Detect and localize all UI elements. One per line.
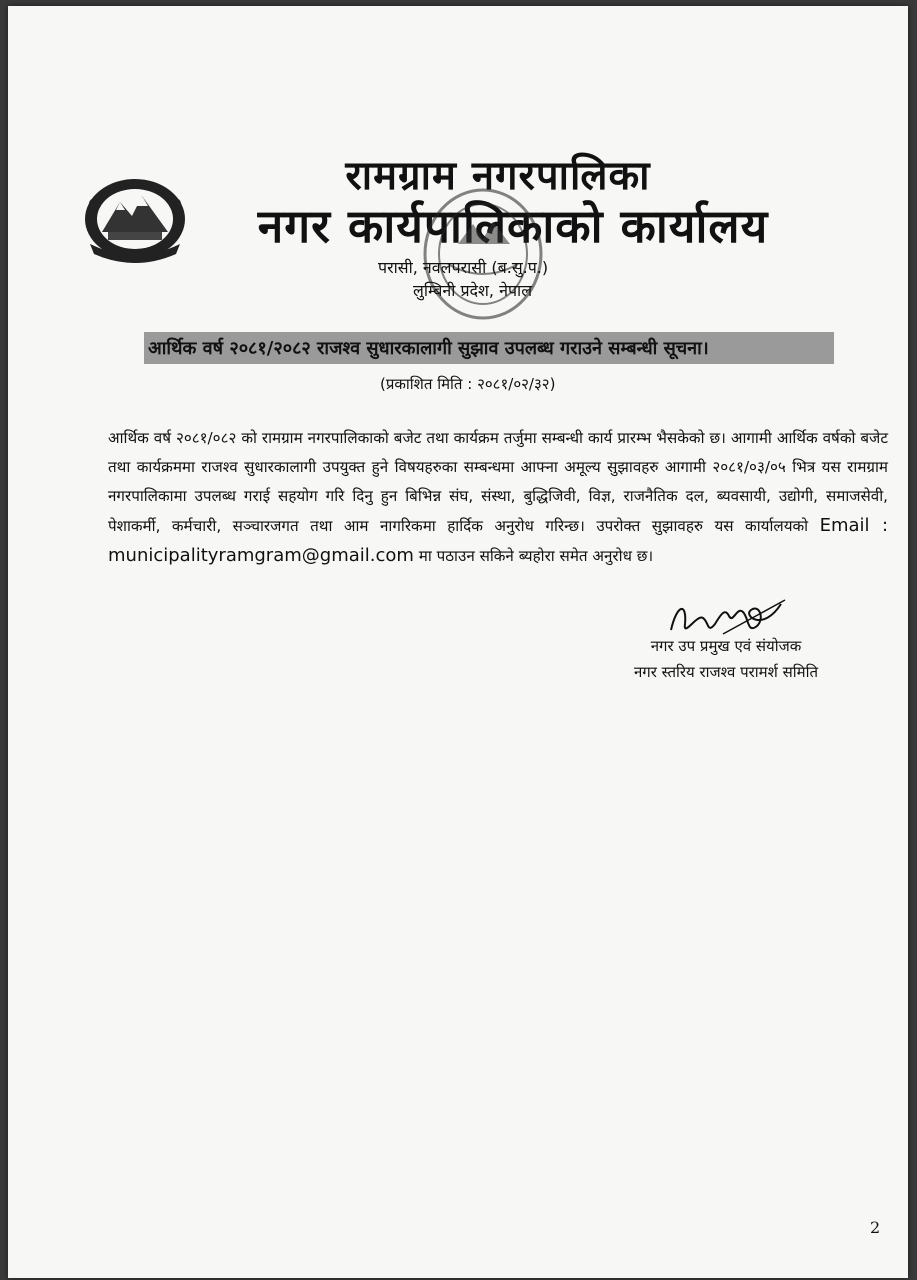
body-paragraph-main: आर्थिक वर्ष २०८१/०८२ को रामग्राम नगरपालिकाको बजेट तथा कार्यक्रम तर्जुमा सम्बन्धी कार्य प्रारम्भ भैसकेको छ। आगामी आर्थिक वर्षको बजेट तथा कार्यक्रममा राजश्व सुधारकालागी उपयुक्त हुने विषयहरुका सम्बन्धमा आफ्ना अमूल्य सुझावहरु आगामी २०८१/०३/०५ भित्र यस रामग्राम नगरपालिकामा उपलब्ध गराई सहयोग गरि दिनु हुन बिभिन्न संघ, संस्था, बुद्धिजिवी, विज्ञ, राजनैतिक दल, ब्यवसायी, उद्योगी, समाजसेवी, पेशाकर्मी, कर्मचारी, सञ्चारजगत तथा आम नागरिकमा हार्दिक अनुरोध गरिन्छ। उपरोक्त सुझावहरु यस कार्यालयको: [108, 429, 888, 535]
nepal-emblem-icon: [80, 174, 190, 264]
body-paragraph-end: मा पठाउन सकिने ब्यहोरा समेत अनुरोध छ।: [413, 547, 654, 565]
notice-title: आर्थिक वर्ष २०८१/२०८२ राजश्व सुधारकालागी सुझाव उपलब्ध गराउने सम्बन्धी सूचना।: [148, 338, 709, 359]
office-name: नगर कार्यपालिकाको कार्यालय: [257, 199, 769, 253]
address-line-1: परासी, नवलपरासी (ब.सु.प.): [378, 258, 549, 277]
signatory-committee: नगर स्तरिय राजश्व परामर्श समिति: [633, 663, 819, 681]
published-date: (प्रकाशित मिति : २०८१/०२/३२): [380, 375, 556, 393]
address-line-2: लुम्बिनी प्रदेश, नेपाल: [413, 281, 533, 300]
municipality-name: रामग्राम नगरपालिका: [345, 153, 651, 199]
document-page: [8, 6, 908, 1278]
office-seal-stamp-icon: [418, 184, 548, 324]
signatory-designation: नगर उप प्रमुख एवं संयोजक: [650, 637, 802, 655]
email-address: Email : municipalityramgram@gmail.com: [108, 515, 889, 566]
notice-body: [108, 424, 888, 571]
page-number: 2: [870, 1218, 881, 1237]
